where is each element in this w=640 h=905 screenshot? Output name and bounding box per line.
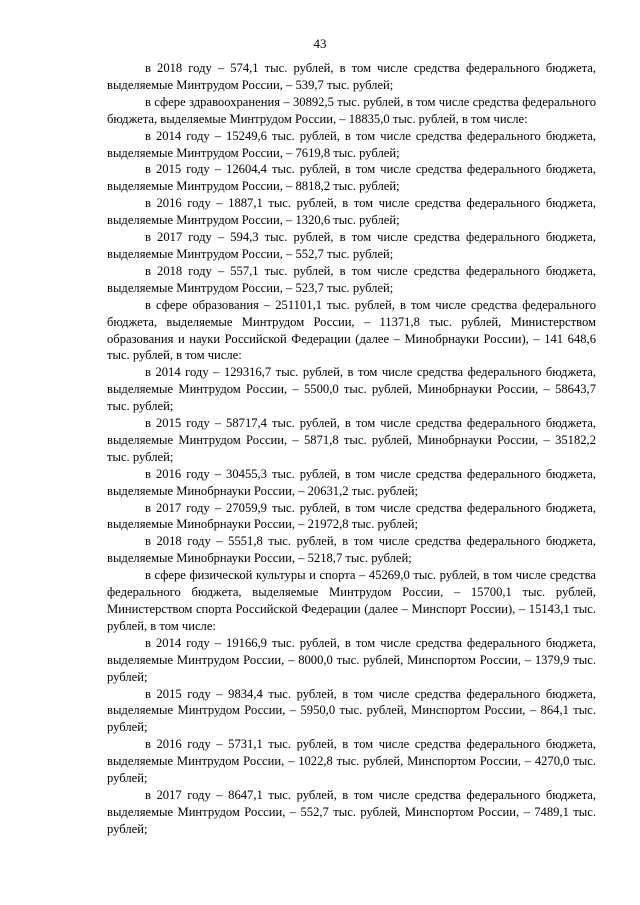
paragraph: в 2018 году – 5551,8 тыс. рублей, в том числе средства федерального бюджета, выделяемые Минобрнауки России, – 5218,7 тыс. рублей; — [107, 534, 596, 566]
paragraph: в 2015 году – 58717,4 тыс. рублей, в том числе средства федерального бюджета, выделяемые Минтрудом России, – 5871,8 тыс. рублей, Минобрнауки России, – 35182,2 тыс. рублей; — [107, 416, 596, 464]
paragraph: в 2017 году – 594,3 тыс. рублей, в том числе средства федерального бюджета, выделяемые Минтрудом России, – 552,7 тыс. рублей; — [107, 230, 596, 261]
paragraph: в 2014 году – 15249,6 тыс. рублей, в том числе средства федерального бюджета, выделяемые Минтрудом России, – 7619,8 тыс. рублей; — [107, 128, 596, 160]
page-number: 43 — [313, 36, 327, 51]
paragraph: в 2015 году – 9834,4 тыс. рублей, в том числе средства федерального бюджета, выделяемые Минтрудом России, – 5950,0 тыс. рублей, Минспортом России, – 864,1 тыс. рублей; — [107, 686, 596, 735]
document-body — [107, 60, 596, 838]
paragraph: в 2018 году – 574,1 тыс. рублей, в том числе средства федерального бюджета, выделяемые Минтрудом России, – 539,7 тыс. рублей; — [107, 61, 596, 92]
paragraph: в 2016 году – 1887,1 тыс. рублей, в том числе средства федерального бюджета, выделяемые Минтрудом России, – 1320,6 тыс. рублей; — [107, 196, 596, 228]
paragraph: в 2016 году – 30455,3 тыс. рублей, в том числе средства федерального бюджета, выделяемые Минобрнауки России, – 20631,2 тыс. рублей; — [107, 466, 596, 498]
paragraph: в 2014 году – 129316,7 тыс. рублей, в том числе средства федерального бюджета, выделяемые Минтрудом России, – 5500,0 тыс. рублей, Минобрнауки России, – 58643,7 тыс. рублей; — [107, 365, 596, 414]
paragraph: в сфере физической культуры и спорта – 45269,0 тыс. рублей, в том числе средства федерального бюджета, выделяемые Минтрудом России, – 15700,1 тыс. рублей, Министерством спорта Российской Федерации (далее – Минспорт России), – 15143,1 тыс. рублей, в том числе: — [107, 568, 596, 633]
paragraph: в 2014 году – 19166,9 тыс. рублей, в том числе средства федерального бюджета, выделяемые Минтрудом России, – 8000,0 тыс. рублей, Минспортом России, – 1379,9 тыс. рублей; — [107, 635, 596, 684]
paragraph: в 2015 году – 12604,4 тыс. рублей, в том числе средства федерального бюджета, выделяемые Минтрудом России, – 8818,2 тыс. рублей; — [107, 162, 596, 194]
paragraph: в сфере здравоохранения – 30892,5 тыс. рублей, в том числе средства федерального бюджета, выделяемые Минтрудом России, – 18835,0 тыс. рублей, в том числе: — [107, 94, 596, 126]
paragraph: в 2016 году – 5731,1 тыс. рублей, в том числе средства федерального бюджета, выделяемые Минтрудом России, – 1022,8 тыс. рублей, Минспортом России, – 4270,0 тыс. рублей; — [107, 737, 596, 786]
paragraph: в 2017 году – 27059,9 тыс. рублей, в том числе средства федерального бюджета, выделяемые Минобрнауки России, – 21972,8 тыс. рублей; — [107, 500, 596, 532]
paragraph: в сфере образования – 251101,1 тыс. рублей, в том числе средства федерального бюджета, выделяемые Минтрудом России, – 11371,8 тыс. рублей, Министерством образования и науки Российской Федерации (далее – Минобрнауки России), – 141 648,6 тыс. рублей, в том числе: — [107, 297, 596, 363]
paragraph: в 2018 году – 557,1 тыс. рублей, в том числе средства федерального бюджета, выделяемые Минтрудом России, – 523,7 тыс. рублей; — [107, 263, 596, 295]
paragraph: в 2017 году – 8647,1 тыс. рублей, в том числе средства федерального бюджета, выделяемые Минтрудом России, – 552,7 тыс. рублей, Минспортом России, – 7489,1 тыс. рублей; — [107, 787, 596, 836]
